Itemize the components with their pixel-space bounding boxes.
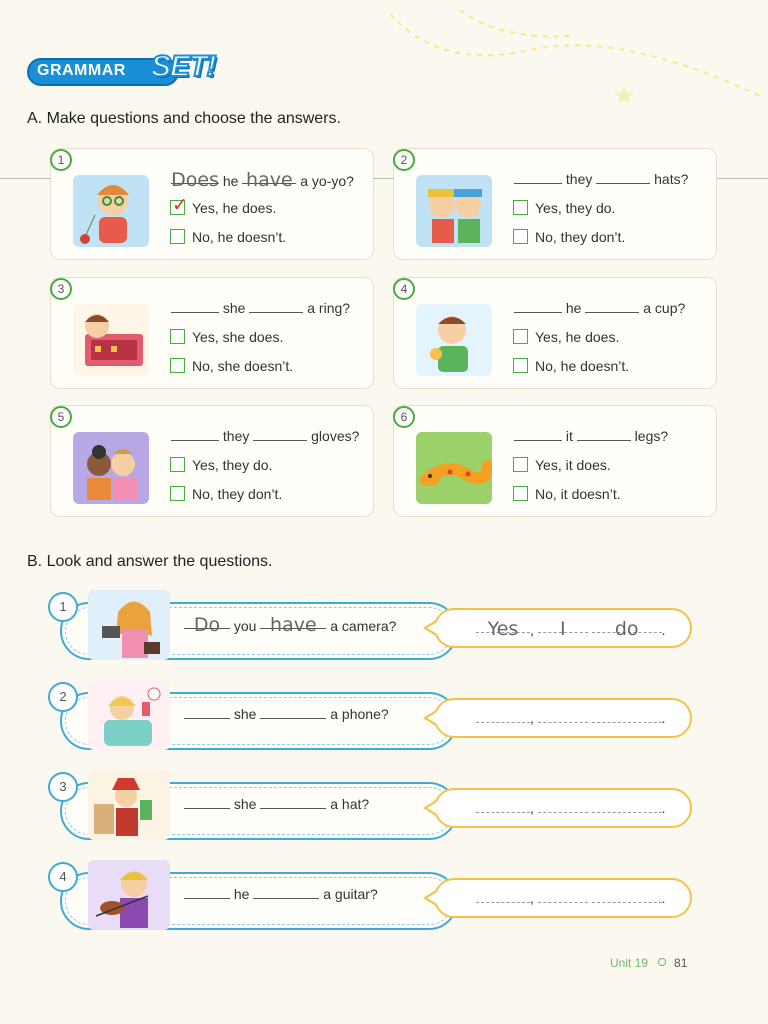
question-line xyxy=(514,298,685,316)
illustration-b4 xyxy=(88,860,170,930)
illustration-4 xyxy=(416,304,492,376)
subject-word: he xyxy=(222,173,239,189)
checkmark-icon: ✓ xyxy=(172,194,188,216)
answer-option-no[interactable] xyxy=(513,229,625,245)
footer-dot-icon xyxy=(658,958,666,966)
option-yes-label: Yes, he does. xyxy=(192,200,277,216)
answer-comma: , xyxy=(530,800,534,816)
answer-option-no[interactable] xyxy=(170,486,282,502)
handwritten-answer-1: Yes xyxy=(487,618,519,640)
illustration-5 xyxy=(73,432,149,504)
option-no-label: No, he doesn’t. xyxy=(535,358,630,374)
answer-option-yes[interactable] xyxy=(513,457,611,473)
answer-blank-1[interactable] xyxy=(476,708,530,723)
answer-blank-3[interactable] xyxy=(592,888,662,903)
checkbox-no[interactable] xyxy=(513,229,528,244)
answer-comma: , xyxy=(530,710,534,726)
qa-row-2 xyxy=(48,682,748,756)
answer-bubble[interactable] xyxy=(434,698,692,738)
answer-blank-1[interactable] xyxy=(476,888,530,903)
answer-period: . xyxy=(661,800,666,816)
handwritten-answer-3: do xyxy=(614,618,639,640)
option-no-label: No, she doesn’t. xyxy=(192,358,294,374)
answer-option-no[interactable] xyxy=(170,358,293,374)
question-ending: a guitar? xyxy=(323,886,378,902)
option-no-label: No, it doesn’t. xyxy=(535,486,621,502)
checkbox-yes[interactable] xyxy=(513,200,528,215)
item-number: 2 xyxy=(48,682,78,712)
page-footer xyxy=(610,956,687,970)
answer-option-yes[interactable] xyxy=(170,194,277,216)
option-yes-label: Yes, she does. xyxy=(192,329,284,345)
subject-word: you xyxy=(233,618,257,634)
checkbox-yes[interactable] xyxy=(170,194,188,216)
question-ending: a cup? xyxy=(643,300,686,316)
question-ending: gloves? xyxy=(311,428,360,444)
answer-blank-2[interactable] xyxy=(538,618,588,640)
checkbox-no[interactable] xyxy=(170,229,185,244)
illustration-b3 xyxy=(88,770,170,840)
question-blank-2[interactable] xyxy=(577,426,631,441)
answer-line xyxy=(476,798,666,816)
question-blank-2[interactable] xyxy=(585,298,639,313)
exercise-card-5 xyxy=(50,405,374,517)
option-yes-label: Yes, they do. xyxy=(192,457,273,473)
question-blank-1[interactable] xyxy=(171,426,219,441)
checkbox-yes[interactable] xyxy=(513,457,528,472)
subject-word: she xyxy=(233,796,257,812)
subject-word: it xyxy=(565,428,573,444)
question-blank-2[interactable] xyxy=(253,884,319,899)
subject-word: she xyxy=(233,706,257,722)
question-line xyxy=(171,426,359,444)
subject-word: she xyxy=(222,300,246,316)
handwritten-word-1: Does xyxy=(171,169,219,191)
question-blank-2[interactable] xyxy=(249,298,303,313)
answer-blank-1[interactable] xyxy=(476,798,530,813)
answer-blank-1[interactable] xyxy=(476,618,530,640)
checkbox-no[interactable] xyxy=(170,486,185,501)
illustration-b1 xyxy=(88,590,170,660)
answer-blank-3[interactable] xyxy=(592,798,662,813)
item-number: 1 xyxy=(48,592,78,622)
answer-bubble[interactable] xyxy=(434,788,692,828)
question-line xyxy=(171,298,350,316)
option-yes-label: Yes, it does. xyxy=(535,457,611,473)
question-blank-1[interactable] xyxy=(184,614,230,636)
question-blank-2[interactable] xyxy=(596,169,650,184)
question-ending: a ring? xyxy=(307,300,351,316)
decorative-dotted-curves xyxy=(380,0,768,120)
option-no-label: No, they don’t. xyxy=(192,486,283,502)
question-blank-2[interactable] xyxy=(260,704,326,719)
answer-comma: , xyxy=(530,622,534,638)
handwritten-word-2: have xyxy=(246,169,293,191)
subject-word: he xyxy=(233,886,250,902)
answer-bubble[interactable] xyxy=(434,878,692,918)
question-blank-1[interactable] xyxy=(171,298,219,313)
qa-row-3 xyxy=(48,772,748,846)
logo-text-right: SET! xyxy=(151,50,216,83)
question-blank-1[interactable] xyxy=(184,794,230,809)
answer-period: . xyxy=(661,890,666,906)
item-number: 4 xyxy=(393,278,415,300)
question-blank-1[interactable] xyxy=(514,426,562,441)
option-no-label: No, they don’t. xyxy=(535,229,626,245)
question-blank-2[interactable] xyxy=(253,426,307,441)
item-number: 1 xyxy=(50,149,72,171)
answer-option-yes[interactable] xyxy=(513,329,619,345)
exercise-card-2 xyxy=(393,148,717,260)
part-a-title: A. Make questions and choose the answers. xyxy=(27,110,341,127)
question-blank-2[interactable] xyxy=(260,614,326,636)
handwritten-word-2: have xyxy=(270,614,317,636)
answer-bubble[interactable] xyxy=(434,608,692,648)
grammar-set-logo xyxy=(27,50,227,88)
checkbox-no[interactable] xyxy=(170,358,185,373)
question-line xyxy=(184,614,396,634)
checkbox-no[interactable] xyxy=(513,486,528,501)
answer-option-no[interactable] xyxy=(513,358,629,374)
question-blank-2[interactable] xyxy=(260,794,326,809)
answer-line xyxy=(476,888,666,906)
illustration-6 xyxy=(416,432,492,504)
answer-option-no[interactable] xyxy=(170,229,286,245)
question-line xyxy=(514,426,668,444)
item-number: 4 xyxy=(48,862,78,892)
answer-blank-2[interactable] xyxy=(538,708,588,723)
question-blank-1[interactable] xyxy=(184,704,230,719)
question-line xyxy=(171,169,354,189)
question-line xyxy=(184,704,389,722)
subject-word: they xyxy=(565,171,593,187)
question-blank-1[interactable] xyxy=(514,298,562,313)
item-number: 5 xyxy=(50,406,72,428)
question-ending: a camera? xyxy=(330,618,397,634)
answer-option-yes[interactable] xyxy=(170,457,272,473)
page-number: 81 xyxy=(674,956,688,970)
checkbox-yes[interactable] xyxy=(513,329,528,344)
answer-blank-3[interactable] xyxy=(592,618,662,640)
question-line xyxy=(184,794,369,812)
answer-line xyxy=(476,708,666,726)
answer-period: . xyxy=(661,622,666,638)
subject-word: they xyxy=(222,428,250,444)
answer-comma: , xyxy=(530,890,534,906)
question-ending: legs? xyxy=(634,428,669,444)
answer-line xyxy=(476,618,666,638)
checkbox-no[interactable] xyxy=(513,358,528,373)
item-number: 2 xyxy=(393,149,415,171)
logo-text-left: GRAMMAR xyxy=(37,62,126,79)
illustration-3 xyxy=(73,304,149,376)
answer-option-no[interactable] xyxy=(513,486,621,502)
question-blank-1[interactable] xyxy=(184,884,230,899)
answer-blank-2[interactable] xyxy=(538,798,588,813)
checkbox-yes[interactable] xyxy=(170,329,185,344)
unit-label: Unit 19 xyxy=(610,956,649,970)
option-yes-label: Yes, he does. xyxy=(535,329,620,345)
item-number: 3 xyxy=(48,772,78,802)
exercise-card-6 xyxy=(393,405,717,517)
subject-word: he xyxy=(565,300,582,316)
question-blank-1[interactable] xyxy=(171,169,219,191)
question-ending: hats? xyxy=(654,171,689,187)
illustration-b2 xyxy=(88,680,170,750)
qa-row-1 xyxy=(48,592,748,666)
item-number: 3 xyxy=(50,278,72,300)
handwritten-answer-2: I xyxy=(559,618,566,640)
illustration-2 xyxy=(416,175,492,247)
exercise-card-3 xyxy=(50,277,374,389)
answer-option-yes[interactable] xyxy=(513,200,615,216)
answer-blank-3[interactable] xyxy=(592,708,662,723)
handwritten-word-1: Do xyxy=(193,614,221,636)
question-line xyxy=(184,884,378,902)
exercise-card-1 xyxy=(50,148,374,260)
answer-option-yes[interactable] xyxy=(170,329,283,345)
question-blank-1[interactable] xyxy=(514,169,562,184)
checkbox-yes[interactable] xyxy=(170,457,185,472)
question-ending: a yo-yo? xyxy=(300,173,354,189)
answer-blank-2[interactable] xyxy=(538,888,588,903)
exercise-card-4 xyxy=(393,277,717,389)
question-ending: a hat? xyxy=(330,796,370,812)
answer-period: . xyxy=(661,710,666,726)
qa-row-4 xyxy=(48,862,748,936)
option-no-label: No, he doesn’t. xyxy=(192,229,287,245)
question-line xyxy=(514,169,688,187)
part-b-title: B. Look and answer the questions. xyxy=(27,553,273,570)
option-yes-label: Yes, they do. xyxy=(535,200,616,216)
item-number: 6 xyxy=(393,406,415,428)
question-ending: a phone? xyxy=(330,706,389,722)
illustration-1 xyxy=(73,175,149,247)
question-blank-2[interactable] xyxy=(242,169,296,191)
